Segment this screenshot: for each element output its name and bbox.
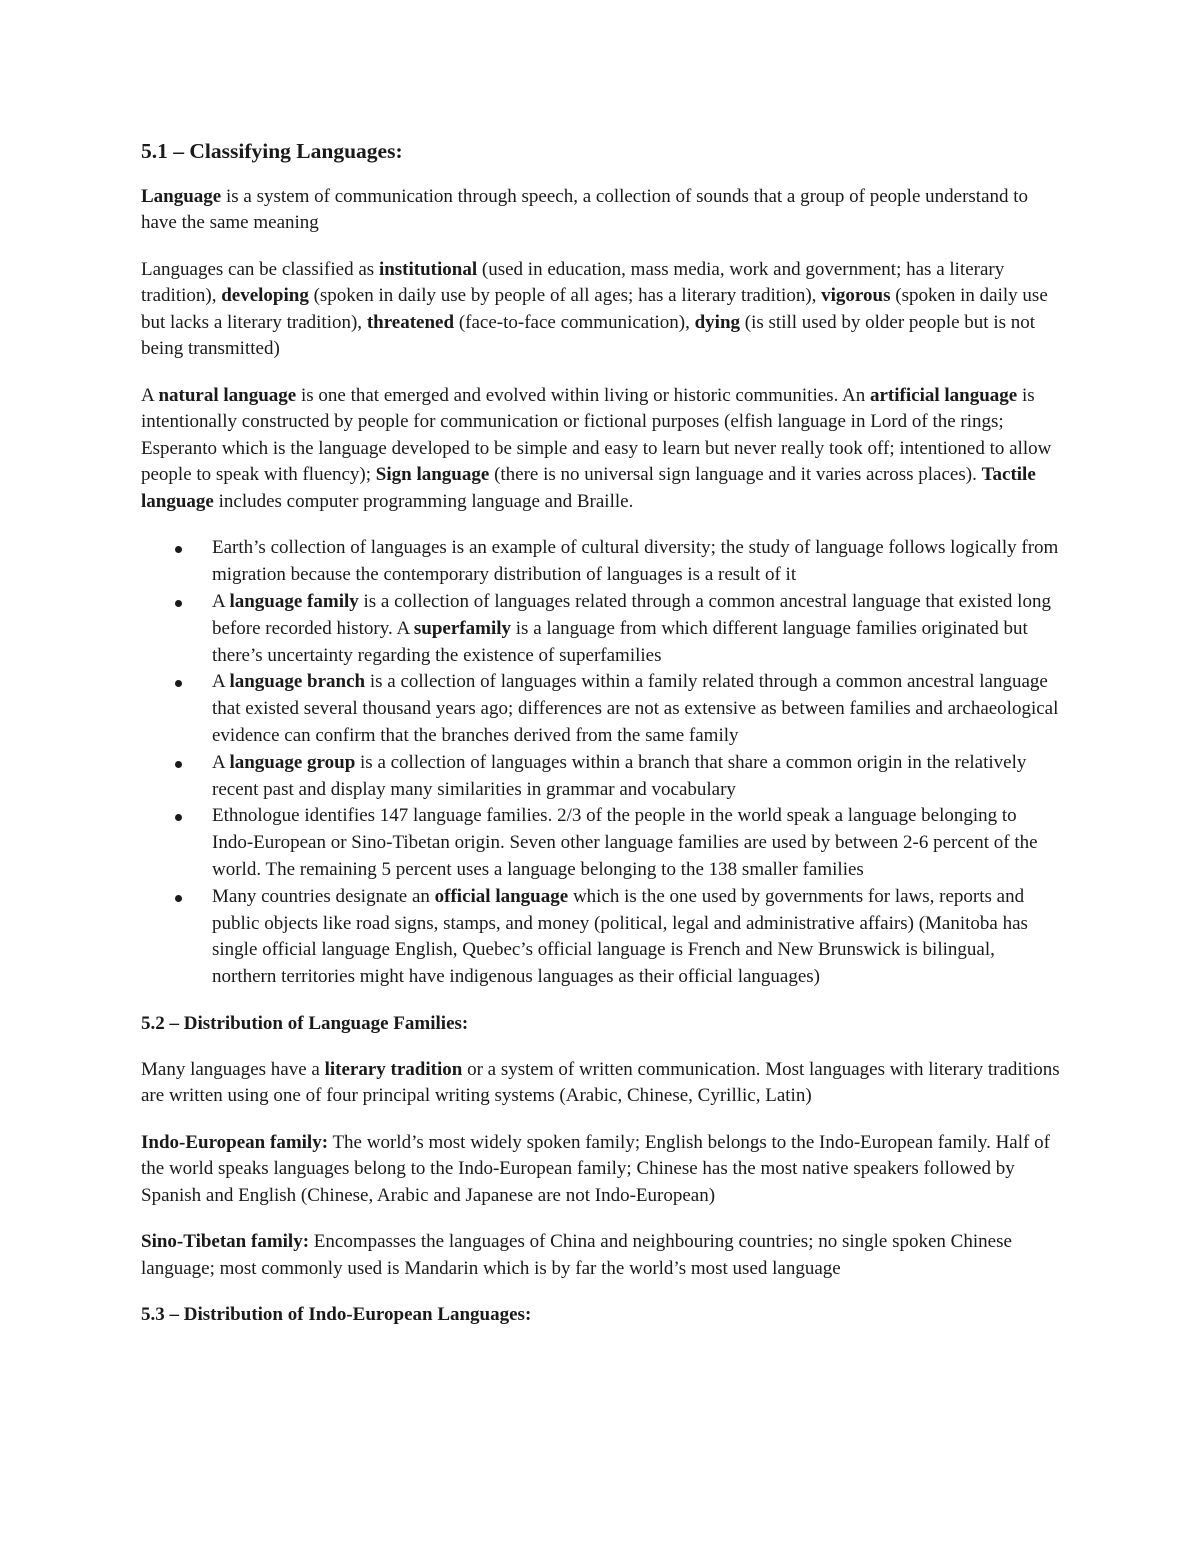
paragraph-text: (face-to-face communication), [454, 311, 695, 333]
paragraph-language-classes [141, 257, 1061, 363]
paragraph-text: (spoken in daily use by people of all ages; has a literary tradition), [308, 285, 822, 307]
bold-term: Tactile language [141, 464, 1036, 512]
list-item-text: is a collection of languages related through a common ancestral language that existed long before recorded history. A [212, 590, 1051, 639]
bullet-icon [175, 761, 182, 768]
list-item-text: A [212, 751, 230, 773]
bullet-icon [175, 895, 182, 902]
document-body [141, 138, 1061, 1348]
bold-term: language group [229, 751, 356, 773]
bold-term: literary tradition [324, 1058, 463, 1080]
bold-term: developing [221, 285, 309, 307]
list-item [141, 589, 1061, 669]
paragraph-text: Many languages have a [141, 1058, 325, 1080]
paragraph-indo-european [141, 1130, 1061, 1210]
paragraph-text: The world’s most widely spoken family; English belongs to the Indo-European family. Half of the world speaks languages belong to the Indo-European family; Chinese has the most native speakers followed by Spanish and English (Chinese, Arabic and Japanese are not Indo-European) [141, 1131, 1050, 1206]
paragraph-text: (spoken in daily use but lacks a literary tradition), [141, 285, 1048, 333]
paragraph-text: or a system of written communication. Most languages with literary traditions are written using one of four principal writing systems (Arabic, Chinese, Cyrillic, Latin) [141, 1058, 1060, 1107]
paragraph-sino-tibetan [141, 1229, 1061, 1282]
paragraph-text: includes computer programming language and Braille. [213, 490, 634, 512]
paragraph-text: Encompasses the languages of China and neighbouring countries; no single spoken Chinese language; most commonly used is Mandarin which is by far the world’s most used language [141, 1231, 1012, 1279]
bold-term: language branch [229, 671, 366, 693]
list-item [141, 803, 1061, 883]
paragraph-text: Languages can be classified as [141, 258, 379, 280]
list-item-text: is a language from which different language families originated but there’s uncertainty regarding the existence of superfamilies [212, 617, 1028, 666]
list-item-text: which is the one used by governments for laws, reports and public objects like road signs, stamps, and money (political, legal and administrative affairs) (Manitoba has single official language English, Quebec’s official language is French and New Brunswick is bilingual, northern territories might have indigenous languages as their official languages) [212, 885, 1028, 988]
list-item [141, 535, 1061, 589]
list-item-text: A [212, 590, 230, 612]
bullet-icon [175, 546, 182, 553]
section-heading-5-2: 5.2 – Distribution of Language Families: [141, 1012, 469, 1034]
bold-term: institutional [378, 258, 478, 280]
paragraph-natural-artificial [141, 383, 1061, 516]
paragraph-text: (is still used by older people but is not being transmitted) [141, 311, 1036, 360]
list-item [141, 750, 1061, 804]
paragraph-text: (used in education, mass media, work and government; has a literary tradition), [141, 258, 1005, 307]
bold-term: Sino-Tibetan family: [141, 1231, 310, 1253]
bullet-icon [175, 600, 182, 607]
list-item-text: Ethnologue identifies 147 language families. 2/3 of the people in the world speak a language belonging to Indo-European or Sino-Tibetan origin. Seven other language families are used by between 2-6 percent of the world. The remaining 5 percent uses a language belonging to the 138 smaller families [212, 805, 1038, 880]
bullet-icon [175, 680, 182, 687]
bold-term: dying [694, 311, 741, 333]
bold-term: Indo-European family: [141, 1131, 329, 1153]
paragraph-literary-tradition [141, 1057, 1061, 1110]
paragraph-language-definition [141, 184, 1061, 237]
list-item-text: Earth’s collection of languages is an example of cultural diversity; the study of language follows logically from migration because the contemporary distribution of languages is a result of it [212, 537, 1059, 586]
bold-term: vigorous [821, 285, 891, 307]
bold-term: language family [229, 590, 359, 612]
bold-term: official language [434, 885, 569, 907]
section-heading-5-1: 5.1 – Classifying Languages: [141, 139, 403, 163]
paragraph-text: A [141, 384, 159, 406]
bold-term: artificial language [870, 384, 1018, 406]
bold-term: threatened [366, 311, 455, 333]
paragraph-text: is a system of communication through speech, a collection of sounds that a group of people understand to have the same meaning [141, 185, 1029, 234]
paragraph-text: is intentionally constructed by people for communication or fictional purposes (elfish language in Lord of the rings; Esperanto which is the language developed to be simple and easy to learn but never really took off; intentioned to allow people to speak with fluency); [141, 384, 1052, 486]
bold-term: Language [141, 185, 222, 207]
bullet-list [141, 535, 1061, 991]
list-item [141, 884, 1061, 991]
bold-term: Sign language [375, 464, 490, 486]
paragraph-text: is one that emerged and evolved within living or historic communities. An [296, 384, 870, 406]
bold-term: natural language [158, 384, 297, 406]
section-heading-5-3: 5.3 – Distribution of Indo-European Languages: [141, 1304, 532, 1326]
list-item-text: is a collection of languages within a family related through a common ancestral language that existed several thousand years ago; differences are not as extensive as between families and archaeological evidence can confirm that the branches derived from the same family [212, 671, 1059, 746]
paragraph-text: (there is no universal sign language and it varies across places). [489, 464, 982, 486]
list-item-text: Many countries designate an [212, 885, 435, 907]
bold-term: superfamily [413, 617, 512, 639]
list-item-text: A [212, 671, 230, 693]
list-item [141, 669, 1061, 749]
list-item-text: is a collection of languages within a branch that share a common origin in the relatively recent past and display many similarities in grammar and vocabulary [212, 751, 1027, 800]
bullet-icon [175, 814, 182, 821]
